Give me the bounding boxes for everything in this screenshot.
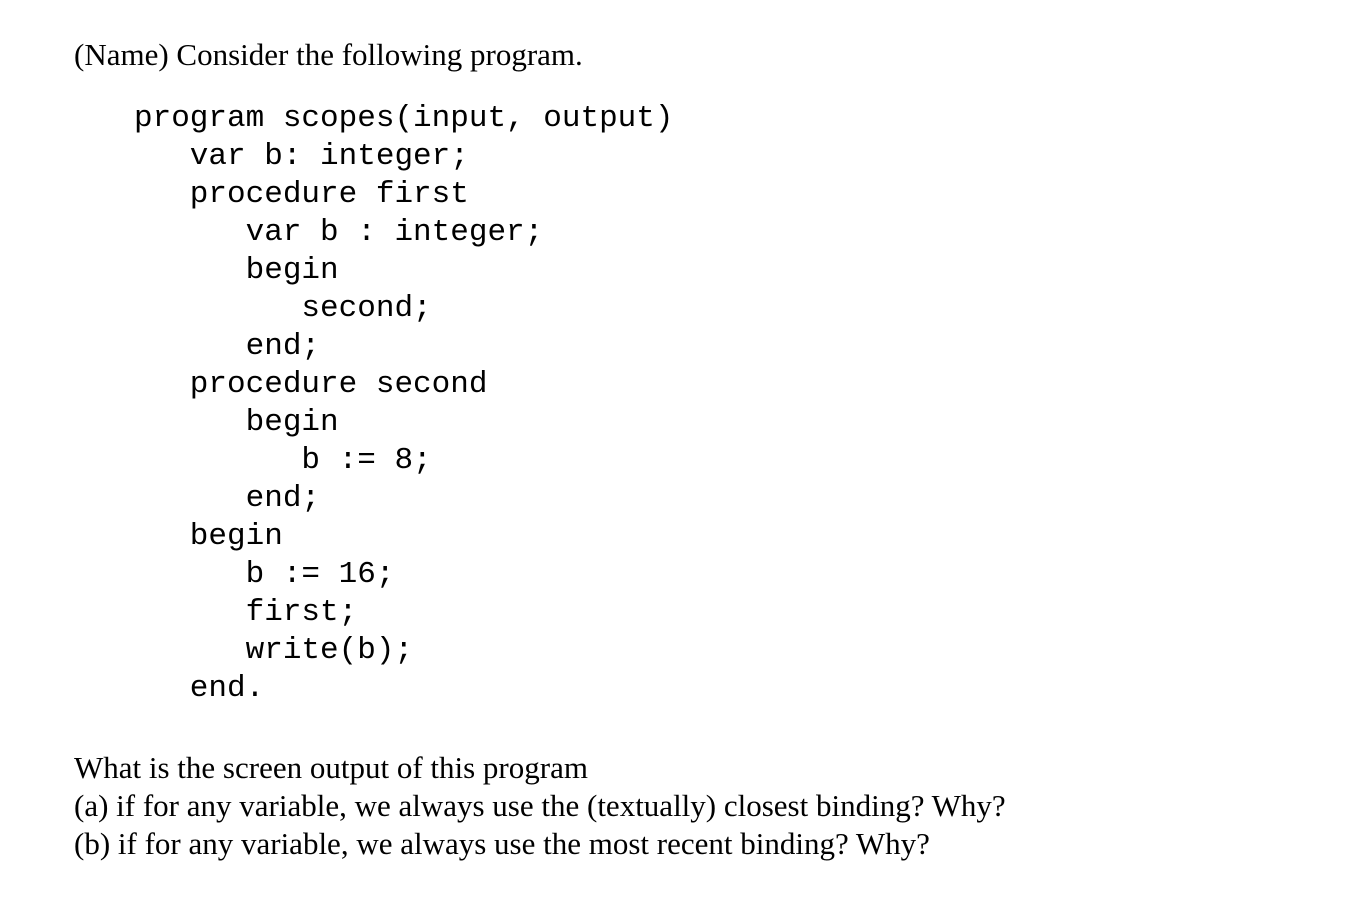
- code-line: begin: [134, 253, 339, 288]
- question-prompt: What is the screen output of this program: [74, 750, 588, 785]
- code-line: end;: [134, 481, 321, 516]
- code-line: procedure first: [134, 177, 469, 212]
- code-line: program scopes(input, output): [134, 101, 674, 136]
- code-line: var b : integer;: [134, 215, 544, 250]
- code-line: b := 8;: [134, 443, 432, 478]
- code-block: [134, 100, 674, 708]
- code-line: var b: integer;: [134, 139, 469, 174]
- code-line: write(b);: [134, 633, 414, 668]
- intro-sentence: (Name) Consider the following program.: [74, 37, 583, 72]
- code-line: end.: [134, 671, 265, 706]
- question-b: (b) if for any variable, we always use the most recent binding? Why?: [74, 826, 930, 861]
- code-line: end;: [134, 329, 321, 364]
- questions-block: [74, 749, 1006, 863]
- code-line: begin: [134, 519, 283, 554]
- code-line: b := 16;: [134, 557, 395, 592]
- code-line: first;: [134, 595, 358, 630]
- question-a: (a) if for any variable, we always use the (textually) closest binding? Why?: [74, 788, 1006, 823]
- code-line: procedure second: [134, 367, 488, 402]
- code-line: second;: [134, 291, 432, 326]
- code-line: begin: [134, 405, 339, 440]
